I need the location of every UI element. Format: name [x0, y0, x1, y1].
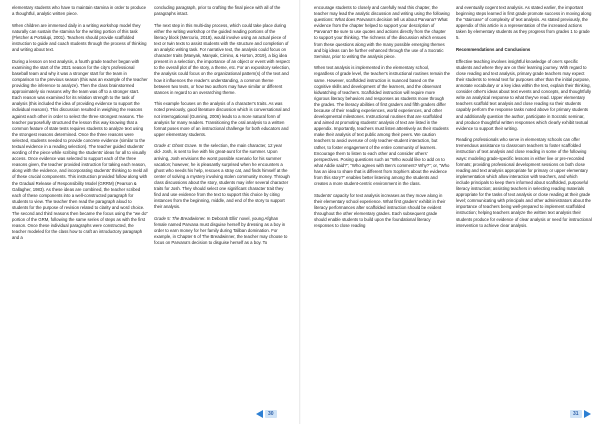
paragraph: When text analysis is implemented in the elementary school, regardless of grade level, the teacher's instructional routines remain the same. However, scaffolded instruction is nuanced based on the cognitive skills and development of the learners, and the observant kidwatching of teachers. Scaffolded instruction will require more rigorous literacy behaviors and responses as students move through the grades. The literacy abilities of first graders and fifth graders differ because of their reading experiences, world experiences, and other developmental milestones. Instructional routines that are scaffolded and aimed at promoting students' analysis of text are listed in the appendix. Importantly, teachers must listen attentively as their students make their analysis of text public among their peers. We caution teachers to avoid overuse of only teacher-student interaction, but rather, to foster engagement of the entire community of learners. Encourage them to listen to each other and consider others' perspectives. Posing questions such as "Who would like to add on to what Addie said?"; "Who agrees with Ben's comment? Why?"; or, "Who has an idea to share that is different from Sophie's about the evidence from this story?" enables better listening among the students and creates a more student-centric environment in the class.: [314, 65, 450, 187]
paragraph: Students' capacity for text analysis increases as they move along in their elementary school experience. What first graders' exhibit in their literacy performances after scaffolded instruction should be evident throughout the other elementary grades. Each subsequent grade should enable students to build upon the foundational literacy responses to close reading: [314, 192, 446, 229]
example-text: In Deborah Ellis' novel, young Afghan female named Parvana must disguise herself by dressing as a boy in order to earn money for her family during Taliban domination. For example, in Chapter 6 of The Breadwinner, the teacher may choose to focus on Parvana's decision to disguise herself as a boy. To: [154, 215, 288, 246]
paragraph: This example focuses on the analysis of a character's traits. As was noted previously, good literature discussion which is conversational and not interrogational (Gunning, 2006) leads to a more natural form of analysis for many readers. Transitioning the oral analysis to a written format poses more of an instructional challenge for both educators and upper elementary students.: [154, 101, 290, 137]
paragraph: During a lesson on text analysis, a fourth grade teacher began with examining the start of the 2021 season for the city's professional baseball team and why it was a stronger start for the team in comparison to the previous season (this was an example of the teacher providing the inference to analyze). Then the class brainstormed approximately six reasons why the team was off to a stronger start. Each reason was examined for its relation strength to the task of analysis (this included the idea of providing evidence to support the individual reasons). This discussion resulted in weighing the reasons against each other in order to select the three strongest reasons. The teacher purposefully structured the lesson this way knowing that a common feature of state tests requires students to analyze text using the strongest reasons determined. Once the three reasons were selected, students needed to provide concrete evidence (similar to the textual evidence in a reading selection). The teacher guided students' wording of the piece while scribing the students' ideas for all to visually access. Once evidence was selected to support each of the three reasons given, the teacher provided instruction for taking each reason, along with the evidence, and incorporating students' thinking to meld all of these crucial components. This instruction provided follow along with the Gradual Release of Responsibility Model (GRRM) (Pearson & Gallagher, 1983). As these ideas are combined, the teacher scribed each of these components into a well-constructed paragraph for students to view. The teacher then read the paragraph aloud to students for the purpose of revision related to clarity and word choice. The second and third reasons then became the focus using the "we do" portion of the GRM, following the same series of steps as with the first reason. Once these individual paragraphs were constructed, the teacher modeled for the class how to craft an introductory paragraph and a: [12, 58, 148, 241]
grade-4-example: [154, 143, 290, 210]
paragraph: The next step in this multi-day process, which could take place during either the writing workshop or the guided reading portions of the literacy block (Mercurio, 2018), would involve using an actual piece of text or twin texts to assist students with the structure and completion of an analytic writing task. For narrative text, the analysis could focus on character traits (Manyak, Manyak, Cimino, & Horton, 2019), a big idea present in a selection, the importance of an object or event with respect to the overall plot of the story, a theme, etc. For an expository selection, the analysis could focus on the organizational pattern(s) of the text and how it influences the reader's understanding, a common theme between two texts, or how two authors may have similar or different stances in regard to an overarching theme.: [154, 22, 290, 95]
column-1: [12, 5, 148, 415]
next-page-arrow-icon[interactable]: [584, 410, 591, 418]
left-page-footer: [256, 410, 279, 418]
paragraph: and eventually cogent text analysis. As stated earlier, the important beginning steps learned in first grade promote success in moving along the "staircase" of complexity of text analysis. As stated previously, the appendix of this article is a representation of the increased actions taken by elementary students as they progress from grades 1 to grade 5.: [456, 5, 592, 41]
column-3: [314, 5, 450, 415]
grade-5-example: [154, 216, 290, 246]
paragraph: Reading professionals who serve in elementary schools can offer tremendous assistance to classroom teachers to foster scaffolded instruction of text analysis and close reading in some of the following ways: modeling grade-specific lessons in either live or pre-recorded formats; providing professional development sessions on both close reading and text analysis appropriate for primary or upper elementary implementation which allow interaction with teachers, and which include principals to keep them informed about scaffolded, purposeful literacy instruction; assisting teachers in selecting reading materials appropriate for the tasks of text analysis or close reading at their grade level; communicating with principals and other administrators about the importance of teachers being well-prepared to implement scaffolded instruction; helping teachers analyze the written text analysis their students produce for evidence of clear analysis or need for instructional intervention to achieve clear analysis.: [456, 137, 592, 228]
right-page-footer: [568, 410, 591, 418]
paragraph: elementary students who have to maintain stamina in order to produce a thoughtful, analytic written piece.: [12, 5, 146, 17]
paragraph: encourage students to closely and carefully read this chapter, the teacher may lead the analytic discussion and writing using the following questions: What does Parvana's decision tell us about Parvana? What evidence from the chapter helped to support your description of Parvana? Be sure to use quotes and actions directly from the chapter to support your thinking. The richness of the discussion which ensues from these questions along with the many possible emerging themes and big ideas can be further enhanced through the use of a Socratic Seminar, prior to writing the analysis piece.: [314, 5, 450, 59]
example-label: Grade 4: Ghost Grave.: [154, 143, 198, 149]
column-2: [154, 5, 290, 415]
example-text: In the selection, the main character, 12 year old- Josh, is sent to live with his great-aunt for the summer. Upon arriving, Josh envisions the worst possible scenario for his summer vacation; however, he is pleasantly surprised when he encounters a ghost who needs his help, rescues a stray cat, and finds himself at the center of solving a mystery involving stolen community money. Through class discussions about the story, students may infer several character traits for Josh. They should select one significant character trait they find and use evidence from the text to support this choice by citing instances from the beginning, middle, and end of the story to support their analysis.: [154, 143, 290, 210]
paragraph: When children are immersed daily in a writing workshop model they naturally can sustain the stamina for the writing portion of this task (Fletcher & Portalupi, 2001). Teachers should provide scaffolded instruction to guide and coach students through the process of thinking and writing about text.: [12, 22, 147, 53]
section-heading: Recommendations and Conclusions: [456, 47, 531, 53]
right-page: [300, 0, 600, 424]
example-label: Grade 5: The Breadwinner.: [154, 215, 206, 221]
page-number: 31: [570, 410, 582, 418]
column-4: [456, 5, 592, 415]
page-number: 30: [265, 410, 277, 418]
paragraph: Effective teaching involves insightful knowledge of one's specific students and where they are on their learning journey. With regard to close reading and text analysis, primary grade teachers may expect their students to reread text for purposes other than the initial purpose, annotate vocabulary or a key idea within the text, explain their thinking, consider other's ideas about text events and concepts, and thoughtfully write an analytical response to what they've read. Upper elementary teachers scaffold text analysis and close reading so their students capably perform the response tasks noted above for primary students and additionally question the author, participate in Socratic seminar, and produce thoughtful written responses which clearly exhibit textual evidence to support their writing.: [456, 58, 592, 131]
paragraph: concluding paragraph, prior to crafting the final piece with all of the paragraphs intact.: [154, 5, 281, 17]
previous-page-arrow-icon[interactable]: [256, 410, 263, 418]
